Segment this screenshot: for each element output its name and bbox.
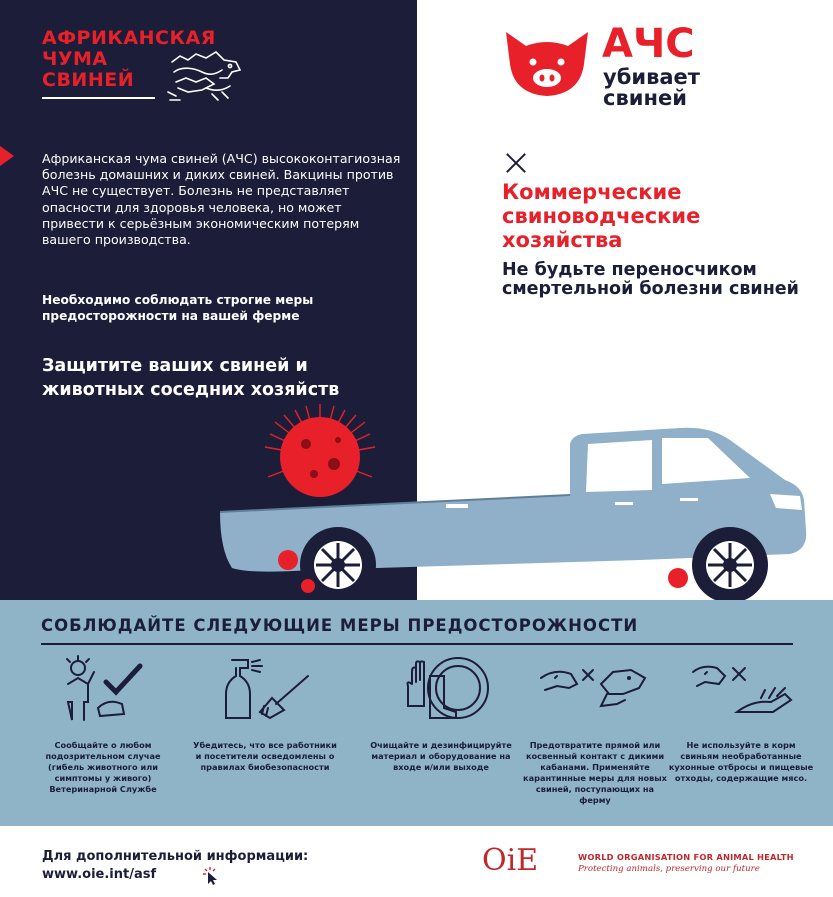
- slogan-line: убивает: [603, 65, 700, 89]
- title-line: СВИНЕЙ: [42, 69, 135, 91]
- more-info: [42, 848, 308, 884]
- slogan-line: свиней: [603, 86, 687, 110]
- protect-heading: Защитите ваших свиней и животных соседних хозяйств: [42, 356, 340, 400]
- measures-divider: [41, 643, 793, 645]
- measure-caption: Очищайте и дезинфицируйте материал и оборудование на входе и/или выходе: [370, 740, 512, 772]
- measure-item: [28, 650, 178, 795]
- title-line: ЧУМА: [42, 48, 108, 70]
- wild-boar-contact-icon: [535, 654, 655, 724]
- pig-head-logo-icon: [500, 30, 595, 100]
- title-underline: [42, 97, 155, 99]
- measure-item: [366, 650, 516, 773]
- oie-tagline: Protecting animals, preserving our future: [578, 864, 760, 874]
- oie-organisation: [578, 851, 794, 875]
- wild-boar-sketch-icon: [166, 48, 246, 104]
- audience-heading: Коммерческие свиноводческие хозяйства: [502, 180, 701, 252]
- asf-abbreviation: АЧС: [602, 21, 695, 67]
- measure-item: [666, 650, 816, 784]
- measure-caption: Убедитесь, что все работники и посетители осведомлены о правилах биобезопасности: [193, 740, 337, 772]
- more-info-label: Для дополнительной информации:: [42, 849, 309, 864]
- cursor-click-icon: [202, 866, 222, 886]
- spray-broom-icon: [210, 654, 320, 724]
- intro-text: Африканская чума свиней (АЧС) высококонтагиозная болезнь домашних и диких свиней. Вакцины против АЧС не существует. Болезнь не представляет опасности для здоровья человека, но может привести к серьёзным экономическим потерям вашего производства.: [42, 151, 401, 248]
- measure-caption: Предотвратите прямой или косвенный контакт с дикими кабанами. Применяйте карантинные меры для новых свиней, поступающих на ферму: [523, 740, 667, 805]
- oie-name: WORLD ORGANISATION FOR ANIMAL HEALTH: [578, 852, 794, 862]
- measure-caption: Сообщайте о любом подозрительном случае (гибель животного или симптомы у живого) Ветеринарной Службе: [45, 740, 161, 794]
- title-line: АФРИКАНСКАЯ: [42, 27, 216, 49]
- measures-title: СОБЛЮДАЙТЕ СЛЕДУЮЩИЕ МЕРЫ ПРЕДОСТОРОЖНОСТИ: [41, 616, 639, 635]
- oie-logo-letters: OiE: [482, 843, 539, 878]
- more-info-link[interactable]: www.oie.int/asf: [42, 867, 157, 882]
- oie-logo: [482, 843, 572, 883]
- strict-measures-text: Необходимо соблюдать строгие меры предосторожности на вашей ферме: [42, 293, 314, 323]
- gloves-boots-tyre-icon: [386, 654, 496, 724]
- audience-subheading: Не будьте переносчиком смертельной болезни свиней: [502, 260, 799, 299]
- pickup-truck-illustration: [210, 400, 810, 600]
- report-icon: [48, 654, 158, 724]
- measure-item: [520, 650, 670, 806]
- cross-mark-icon: [505, 152, 527, 174]
- section-arrow-icon: [0, 146, 14, 166]
- measure-caption: Не используйте в корм свиньям необработанные кухонные отбросы и пищевые отходы, содержащие мясо.: [668, 740, 814, 783]
- measure-item: [190, 650, 340, 773]
- no-swill-feeding-icon: [681, 654, 801, 724]
- asf-slogan: [603, 67, 700, 109]
